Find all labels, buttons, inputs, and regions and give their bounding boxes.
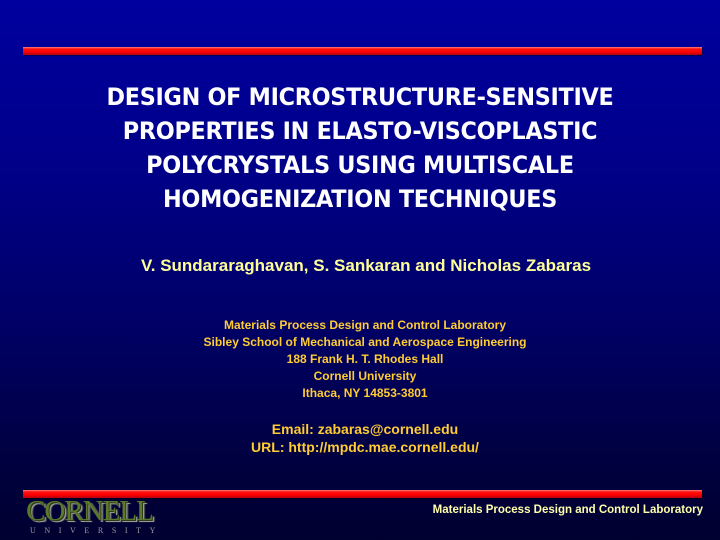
university-name: Cornell University (313, 369, 417, 383)
affiliation-block (0, 317, 720, 402)
cornell-logo-subtitle: UNIVERSITY (30, 526, 164, 535)
cornell-logo (26, 495, 166, 538)
city-address: Ithaca, NY 14853-3801 (302, 386, 428, 400)
slide-title (44, 80, 676, 216)
title-line: HOMOGENIZATION TECHNIQUES (162, 185, 558, 213)
footer-lab-name: Materials Process Design and Control Laboratory (432, 504, 703, 516)
url-text: URL: http://mpdc.mae.cornell.edu/ (251, 439, 479, 455)
authors: V. Sundararaghavan, S. Sankaran and Nicholas Zabaras (140, 256, 592, 275)
title-line: PROPERTIES IN ELASTO-VISCOPLASTIC (122, 117, 598, 145)
top-divider-bar (23, 47, 702, 55)
cornell-logo-word: CORNELL (26, 495, 153, 527)
email-text: Email: zabaras@cornell.edu (271, 421, 459, 437)
lab-name: Materials Process Design and Control Laboratory (223, 318, 507, 332)
title-line: POLYCRYSTALS USING MULTISCALE (146, 151, 574, 179)
contact-block (0, 420, 720, 456)
title-line: DESIGN OF MICROSTRUCTURE-SENSITIVE (106, 83, 614, 111)
school-name: Sibley School of Mechanical and Aerospace Engineering (203, 335, 527, 349)
building-address: 188 Frank H. T. Rhodes Hall (286, 352, 444, 366)
